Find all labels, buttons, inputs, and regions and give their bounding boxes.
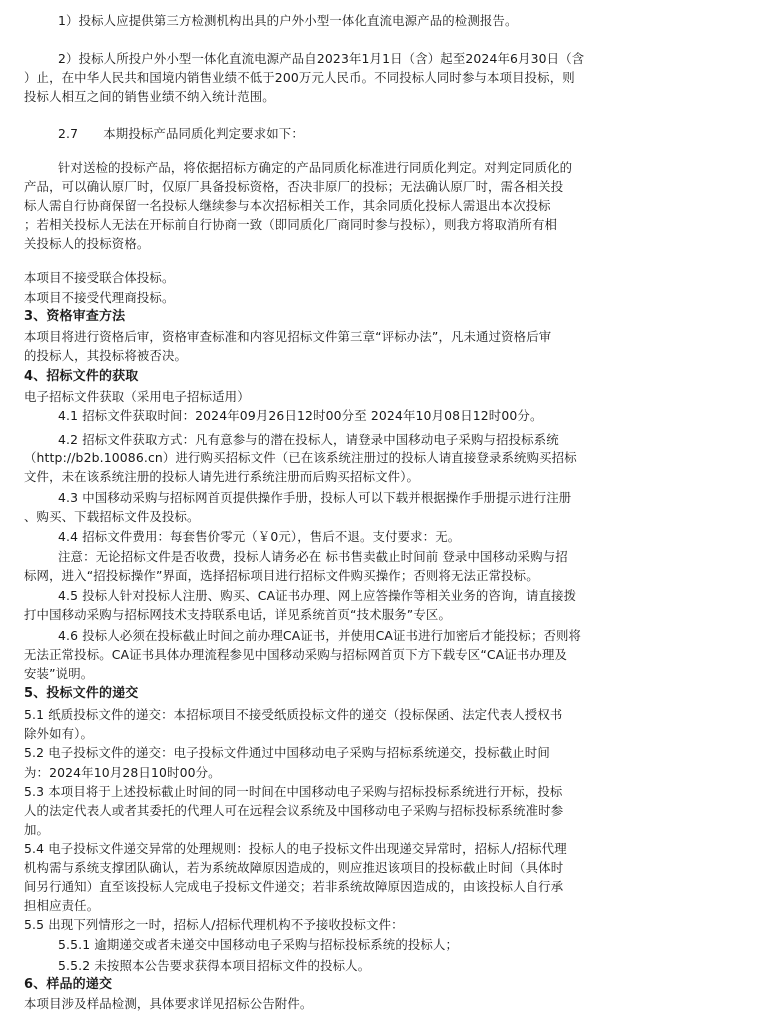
text-line: 本项目不接受代理商投标。 xyxy=(24,290,175,305)
text-line: 文件，未在该系统注册的投标人请先进行系统注册而后购买招标文件）。 xyxy=(24,469,420,484)
text-line: 无法正常投标。CA证书具体办理流程参见中国移动采购与招标网首页下方下载专区“CA证书办理及 xyxy=(24,647,568,662)
text-line: 5.1 纸质投标文件的递交：本招标项目不接受纸质投标文件的递交（投标保函、法定代表人授权书 xyxy=(24,707,563,722)
section-heading-2-7: 2.7 本期投标产品同质化判定要求如下： xyxy=(58,126,304,141)
text-line: 除外如有）。 xyxy=(24,726,94,741)
text-line: 关投标人的投标资格。 xyxy=(24,236,150,251)
text-line: 4.1 招标文件获取时间：2024年09月26日12时00分至 2024年10月08日12时00分。 xyxy=(58,408,543,423)
text-line: 本项目涉及样品检测，具体要求详见招标公告附件。 xyxy=(24,996,313,1011)
text-line: 投标人相互之间的销售业绩不纳入统计范围。 xyxy=(24,89,275,104)
text-line: 产品，可以确认原厂时，仅原厂具备投标资格，否决非原厂的投标；无法确认原厂时，需各相关投 xyxy=(24,179,564,194)
text-line: 5.5 出现下列情形之一时，招标人/招标代理机构不予接收投标文件： xyxy=(24,917,404,932)
text-line: 4.3 中国移动采购与招标网首页提供操作手册，投标人可以下载并根据操作手册提示进行注册 xyxy=(58,490,572,505)
section-heading-6: 6、样品的递交 xyxy=(24,977,113,992)
text-line: 5.3 本项目将于上述投标截止时间的同一时间在中国移动电子采购与招标投标系统进行开标，投标 xyxy=(24,784,563,799)
text-line: 标网，进入“招投标操作”界面，选择招标项目进行招标文件购买操作；否则将无法正常投标。 xyxy=(24,568,539,583)
text-line: ；若相关投标人无法在开标前自行协商一致（即同质化厂商同时参与投标），则我方将取消所有相 xyxy=(24,217,558,232)
text-line: 间另行通知）直至该投标人完成电子投标文件递交；若非系统故障原因造成的，由该投标人自行承 xyxy=(24,879,564,894)
text-line: 针对送检的投标产品，将依据招标方确定的产品同质化标准进行同质化判定。对判定同质化的 xyxy=(58,160,573,175)
text-line: 机构需与系统支撑团队确认，若为系统故障原因造成的，则应推迟该项目的投标截止时间（具体时 xyxy=(24,860,564,875)
text-line: ）止，在中华人民共和国境内销售业绩不低于200万元人民币。不同投标人同时参与本项目投标，则 xyxy=(24,70,575,85)
text-line: 5.2 电子投标文件的递交：电子投标文件通过中国移动电子采购与招标系统递交，投标截止时间 xyxy=(24,745,550,760)
section-heading-3: 3、资格审查方法 xyxy=(24,309,126,324)
text-line: 打中国移动采购与招标网技术支持联系电话，详见系统首页“技术服务”专区。 xyxy=(24,607,451,622)
text-line: 2）投标人所投户外小型一体化直流电源产品自2023年1月1日（含）起至2024年6月30日（含 xyxy=(58,51,585,66)
text-line: 人的法定代表人或者其委托的代理人可在远程会议系统及中国移动电子采购与招标投标系统准时参 xyxy=(24,803,564,818)
text-line: 1）投标人应提供第三方检测机构出具的户外小型一体化直流电源产品的检测报告。 xyxy=(58,13,518,28)
text-line: 本项目不接受联合体投标。 xyxy=(24,270,175,285)
list-item: 5.5.2 未按照本公告要求获得本项目招标文件的投标人。 xyxy=(58,958,371,973)
text-line: 加。 xyxy=(24,822,50,837)
list-item: 5.5.1 逾期递交或者未递交中国移动电子采购与招标投标系统的投标人； xyxy=(58,937,459,952)
text-line: 的投标人，其投标将被否决。 xyxy=(24,348,188,363)
text-line: 5.4 电子投标文件递交异常的处理规则：投标人的电子投标文件出现递交异常时，招标人/招标代理 xyxy=(24,841,567,856)
text-line: 4.5 投标人针对投标人注册、购买、CA证书办理、网上应答操作等相关业务的咨询，请直接拨 xyxy=(58,588,577,603)
text-line: 为：2024年10月28日10时00分。 xyxy=(24,765,221,780)
text-line: 担相应责任。 xyxy=(24,898,100,913)
section-heading-5: 5、投标文件的递交 xyxy=(24,686,139,701)
text-line: 本项目将进行资格后审，资格审查标准和内容见招标文件第三章“评标办法”，凡未通过资格后审 xyxy=(24,329,552,344)
section-heading-4: 4、招标文件的获取 xyxy=(24,369,139,384)
text-line: 电子招标文件获取（采用电子招标适用） xyxy=(24,389,250,404)
text-line: 安装”说明。 xyxy=(24,666,94,681)
text-line: 4.4 招标文件费用：每套售价零元（￥0元），售后不退。支付要求：无。 xyxy=(58,529,461,544)
text-line: （http://b2b.10086.cn）进行购买招标文件（已在该系统注册过的投标人请直接登录系统购买招标 xyxy=(24,450,577,465)
text-line: 注意：无论招标文件是否收费，投标人请务必在 标书售卖截止时间前 登录中国移动采购与招 xyxy=(58,549,568,564)
text-line: 、购买、下载招标文件及投标。 xyxy=(24,509,200,524)
text-line: 标人需自行协商保留一名投标人继续参与本次招标相关工作，其余同质化投标人需退出本次投标 xyxy=(24,198,551,213)
text-line: 4.2 招标文件获取方式：凡有意参与的潜在投标人，请登录中国移动电子采购与招投标系统 xyxy=(58,432,559,447)
text-line: 4.6 投标人必须在投标截止时间之前办理CA证书，并使用CA证书进行加密后才能投标；否则将 xyxy=(58,628,582,643)
